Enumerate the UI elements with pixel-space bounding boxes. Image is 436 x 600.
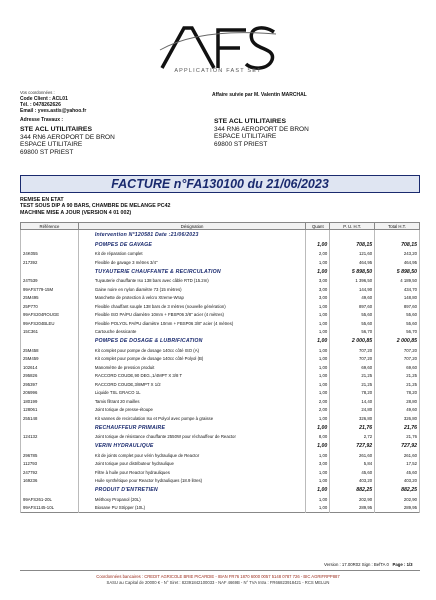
cell-unit-price: 14,40 [330,397,375,406]
brand-tagline: APPLICATION FAST SET [174,68,262,74]
cell-quantity: 1,00 [306,423,330,433]
cell-quantity: 1,00 [306,240,330,250]
cell-quantity: 2,00 [306,250,330,259]
cell-reference: 102614 [21,363,79,372]
cell-unit-price: 326,80 [330,414,375,423]
table-row [21,363,420,372]
cell-total: 708,15 [375,240,420,250]
cell-total: 897,60 [375,302,420,311]
afs-logo [158,20,278,75]
cell-total: 289,95 [375,504,420,513]
table-row [21,319,420,328]
intro-line-2: TEST SOUS DIP A 90 BARS, CHAMBRE DE MELANGE PC42 [20,203,171,210]
cell-reference: 296785 [21,451,79,460]
cell-quantity: 1,00 [306,258,330,267]
cell-designation: Manomètre de pression produit [78,363,305,372]
invoice-title: FACTURE n°FA130100 du 21/06/2023 [111,177,329,191]
cell-quantity: 1,00 [306,346,330,355]
cell-unit-price: 2 000,85 [330,336,375,346]
section-header-row [21,485,420,495]
table-row [21,504,420,513]
cell-designation: PRODUIT D'ENTRETIEN [78,485,305,495]
footer-bank-details: Coordonnées bancaires : CREDIT AGRICOLE BRIE PICARDIE - IBAN FR76 1870 6000 0057 5148 0787 726 - BIC AGRIFRPP887 [96,574,340,579]
cell-unit-price: 5,84 [330,460,375,469]
cell-reference: 295397 [21,380,79,389]
customer-address-line1: 344 RN6 AEROPORT DE BRON [214,125,309,133]
cell-quantity: 1,00 [306,477,330,486]
table-row [21,495,420,504]
col-header-quantity: Quant [306,223,330,230]
invoice-title-bar [20,175,420,193]
section-header-row [21,423,420,433]
footer-divider [20,570,420,571]
intro-line-3: MACHINE MISE A JOUR (VERSION 4 01 002) [20,209,132,216]
cell-reference: 25P770 [21,302,79,311]
table-row [21,328,420,337]
cell-designation: TUYAUTERIE CHAUFFANTE & RECIRCULATION [78,267,305,277]
table-row [21,277,420,286]
cell-designation: Gaine noire en nylon diamètre 73 (15 mètres) [78,285,305,294]
cell-designation: Méthoxy Propanol (20L) [78,495,305,504]
cell-unit-price: 78,20 [330,389,375,398]
table-row [21,250,420,259]
cell-unit-price: 707,20 [330,355,375,364]
cell-total: 326,80 [375,414,420,423]
cell-designation: Tuyauterie chauffante Iso 138 bars avec câble RTD (15.2m) [78,277,305,286]
cell-total: 434,70 [375,285,420,294]
cell-quantity: 8,00 [306,433,330,442]
cell-reference: 25M459 [21,355,79,364]
cell-total: 55,60 [375,319,420,328]
cell-quantity: 1,00 [306,451,330,460]
col-header-designation: Désignation [78,223,305,230]
cell-reference: 99AFS779-15M [21,285,79,294]
table-row [21,397,420,406]
cell-designation: Kit de joints complet pour vérin hydraulique de Reactor [78,451,305,460]
client-reference-block [20,90,86,114]
client-note: Vos coordonnées : [20,90,55,95]
section-header-row [21,441,420,451]
cell-total: 243,20 [375,250,420,259]
intro-line-1: REMISE EN ETAT [20,197,64,203]
cell-designation: Manchette de protection à velcro Xtreme-Wrap [78,294,305,303]
cell-reference: 25M495 [21,294,79,303]
cell-reference: 247792 [21,468,79,477]
cell-unit-price: 49,60 [330,294,375,303]
cell-unit-price: 1 396,50 [330,277,375,286]
cell-designation: Joint torique de résistance chauffante 2550W pour réchauffeur de Reactor [78,433,305,442]
cell-total: 21,25 [375,380,420,389]
footer-version: Version : 17.00R02 Sign : BefTA 0 [324,562,389,567]
cell-designation: Flexible de gavage 3 mètres 3/4" [78,258,305,267]
cell-unit-price: 464,95 [330,258,375,267]
table-row [21,389,420,398]
cell-designation: Kit complet pour pompe de dosage 140cc côté ISO (A) [78,346,305,355]
cell-unit-price: 708,15 [330,240,375,250]
cell-reference: 295826 [21,372,79,381]
works-address-line2: ESPACE UTILITAIRE [20,141,83,148]
cell-reference: 24T539 [21,277,79,286]
cell-designation: Flexible POLYOL PA/PU diamètre 10mm + FBSP06 3/8" acier (4 mètres) [78,319,305,328]
cell-unit-price: 21,76 [330,423,375,433]
table-row [21,311,420,320]
table-row [21,380,420,389]
table-row [21,433,420,442]
cell-quantity: 1,00 [306,363,330,372]
cell-unit-price: 5 898,50 [330,267,375,277]
cell-unit-price: 261,60 [330,451,375,460]
cell-designation: RACCORD COUDE,3/8MPT X 1/2 [78,380,305,389]
cell-reference: 99AFS1145-10L [21,504,79,513]
table-row [21,451,420,460]
cell-unit-price: 897,60 [330,302,375,311]
table-row [21,406,420,415]
follow-up-contact: Affaire suivie par M. Valentin MARCHAL [212,92,307,98]
invoice-items-table [20,222,420,513]
col-header-reference: Référence [21,223,79,230]
cell-total: 2 000,85 [375,336,420,346]
table-row [21,460,420,469]
cell-reference [21,441,79,451]
cell-quantity: 1,00 [306,468,330,477]
cell-designation: Flexible ISO PA/PU diamètre 10mm + FBSP06 3/8" acier (4 mètres) [78,311,305,320]
cell-total: 49,60 [375,406,420,415]
col-header-total: Total H.T. [375,223,420,230]
client-code: Code Client : ACL01 [20,96,68,102]
cell-designation: POMPES DE DOSAGE & LUBRIFICATION [78,336,305,346]
cell-total: 55,60 [375,311,420,320]
cell-total: 5 898,50 [375,267,420,277]
table-row [21,285,420,294]
cell-reference [21,240,79,250]
cell-total: 45,60 [375,468,420,477]
cell-reference: 124132 [21,433,79,442]
cell-total: 403,20 [375,477,420,486]
cell-quantity: 1,00 [306,319,330,328]
table-header-row [21,223,420,230]
cell-unit-price: 55,60 [330,311,375,320]
section-header-row [21,240,420,250]
cell-total: 69,60 [375,363,420,372]
cell-reference [21,267,79,277]
col-header-unit-price: P. U. H.T. [330,223,375,230]
footer-meta [324,562,413,567]
cell-quantity: 1,00 [306,485,330,495]
cell-unit-price: 121,60 [330,250,375,259]
cell-designation: Cartouche dessicante [78,328,305,337]
table-row [21,477,420,486]
cell-designation: RACCORD COUDE,90 DEG.,1/4MPT X 3/8 T [78,372,305,381]
cell-total: 56,70 [375,328,420,337]
cell-total: 202,90 [375,495,420,504]
cell-quantity: 3,00 [306,285,330,294]
cell-unit-price: 55,60 [330,319,375,328]
cell-quantity: 1,00 [306,328,330,337]
cell-reference: 206996 [21,389,79,398]
table-row [21,468,420,477]
works-address-line1: 344 RN6 AEROPORT DE BRON [20,133,115,141]
table-row [21,302,420,311]
cell-total: 28,80 [375,397,420,406]
cell-quantity: 1,00 [306,372,330,381]
cell-quantity: 2,00 [306,397,330,406]
cell-unit-price: 289,95 [330,504,375,513]
table-row [21,355,420,364]
cell-designation: Liquide TSL GRACO 1L [78,389,305,398]
cell-designation: POMPES DE GAVAGE [78,240,305,250]
cell-total: 17,52 [375,460,420,469]
table-row [21,414,420,423]
cell-quantity: 3,00 [306,294,330,303]
table-row [21,294,420,303]
section-header-row [21,336,420,346]
cell-quantity: 1,00 [306,389,330,398]
cell-quantity [306,230,330,240]
works-address-name: STE ACL UTILITAIRES [20,126,92,133]
cell-reference: 169236 [21,477,79,486]
cell-total: 21,76 [375,423,420,433]
cell-reference [21,485,79,495]
customer-address-line2: ESPACE UTILITAIRE [214,133,277,140]
table-body [21,230,420,513]
cell-unit-price: 45,60 [330,468,375,477]
cell-designation: Huile synthétique pour Reactor hydrauliques (18.9 litres) [78,477,305,486]
cell-total: 21,76 [375,433,420,442]
cell-designation: Flexible chauffant souple 138 bars de 3 mètres (nouvelle génération) [78,302,305,311]
cell-reference [21,336,79,346]
footer-page: Page : 1/3 [392,562,413,567]
table-row [21,258,420,267]
cell-total: 727,92 [375,441,420,451]
cell-reference: 25M458 [21,346,79,355]
customer-address-line3: 69800 ST PRIEST [214,140,268,148]
cell-reference: 99AFS204BLEU [21,319,79,328]
cell-reference: 99AFS204ROUGE [21,311,79,320]
cell-quantity: 2,00 [306,406,330,415]
customer-address-name: STE ACL UTILITAIRES [214,118,286,125]
cell-reference: 99AFS261-20L [21,495,79,504]
cell-quantity: 1,00 [306,311,330,320]
cell-unit-price: 727,92 [330,441,375,451]
cell-designation: RECHAUFFEUR PRIMAIRE [78,423,305,433]
invoice-intro [20,197,171,216]
cell-quantity: 1,00 [306,302,330,311]
cell-unit-price: 69,60 [330,363,375,372]
cell-unit-price: 707,20 [330,346,375,355]
cell-unit-price: 144,90 [330,285,375,294]
section-header-row [21,230,420,240]
cell-unit-price: 202,90 [330,495,375,504]
cell-quantity: 1,00 [306,414,330,423]
table-row [21,346,420,355]
cell-unit-price [330,230,375,240]
cell-quantity: 1,00 [306,495,330,504]
cell-reference: 15C361 [21,328,79,337]
footer-legal: SASU au Capital de 20000 € - N° Siret : 82391842100033 - NAF 4669B - N° TVA Intra : FR66823918421 - RCS MELUN [106,580,330,585]
cell-quantity: 1,00 [306,441,330,451]
cell-total [375,230,420,240]
cell-total: 261,60 [375,451,420,460]
cell-designation: Tamis filtrant 20 mailles [78,397,305,406]
cell-quantity: 1,00 [306,336,330,346]
cell-reference: 112793 [21,460,79,469]
cell-unit-price: 403,20 [330,477,375,486]
table-row [21,372,420,381]
cell-designation: Intervention N°120581 Date :21/06/2023 [78,230,305,240]
cell-unit-price: 21,25 [330,372,375,381]
cell-reference [21,230,79,240]
cell-reference [21,423,79,433]
cell-designation: VERIN HYDRAULIQUE [78,441,305,451]
cell-designation: Kit de réparation complet [78,250,305,259]
customer-address [214,118,309,148]
cell-reference: 128061 [21,406,79,415]
cell-total: 464,95 [375,258,420,267]
cell-designation: Biosane PU Stripper (10L) [78,504,305,513]
client-email: Email : yves.astis@yahoo.fr [20,108,87,114]
cell-designation: Filtre à huile pour Reactor hydrauliques [78,468,305,477]
cell-designation: Joint torique de presse-étoupe [78,406,305,415]
cell-total: 78,20 [375,389,420,398]
section-header-row [21,267,420,277]
cell-designation: Kit complet pour pompe de dosage 140cc côté Polyol (B) [78,355,305,364]
cell-reference: 24K055 [21,250,79,259]
cell-total: 148,80 [375,294,420,303]
cell-unit-price: 882,25 [330,485,375,495]
cell-reference: 255148 [21,414,79,423]
cell-designation: Kit vannes de recirculation Iso et Polyol avec pompe à graisse [78,414,305,423]
cell-total: 707,20 [375,346,420,355]
cell-quantity: 1,00 [306,504,330,513]
cell-total: 21,25 [375,372,420,381]
cell-unit-price: 21,25 [330,380,375,389]
works-address-line3: 69800 ST PRIEST [20,148,74,156]
cell-reference: 217392 [21,258,79,267]
cell-designation: Joint torique pour distributeur hydraulique [78,460,305,469]
cell-quantity: 3,00 [306,277,330,286]
cell-reference: 180199 [21,397,79,406]
works-address-title: Adresse Travaux : [20,117,64,123]
cell-total: 707,20 [375,355,420,364]
cell-quantity: 1,00 [306,267,330,277]
cell-unit-price: 24,80 [330,406,375,415]
client-tel: Tél. : 0478262626 [20,102,61,108]
cell-total: 4 189,50 [375,277,420,286]
cell-quantity: 3,00 [306,460,330,469]
cell-total: 882,25 [375,485,420,495]
cell-unit-price: 2,72 [330,433,375,442]
works-address [20,126,115,156]
cell-quantity: 1,00 [306,355,330,364]
cell-unit-price: 56,70 [330,328,375,337]
cell-quantity: 1,00 [306,380,330,389]
